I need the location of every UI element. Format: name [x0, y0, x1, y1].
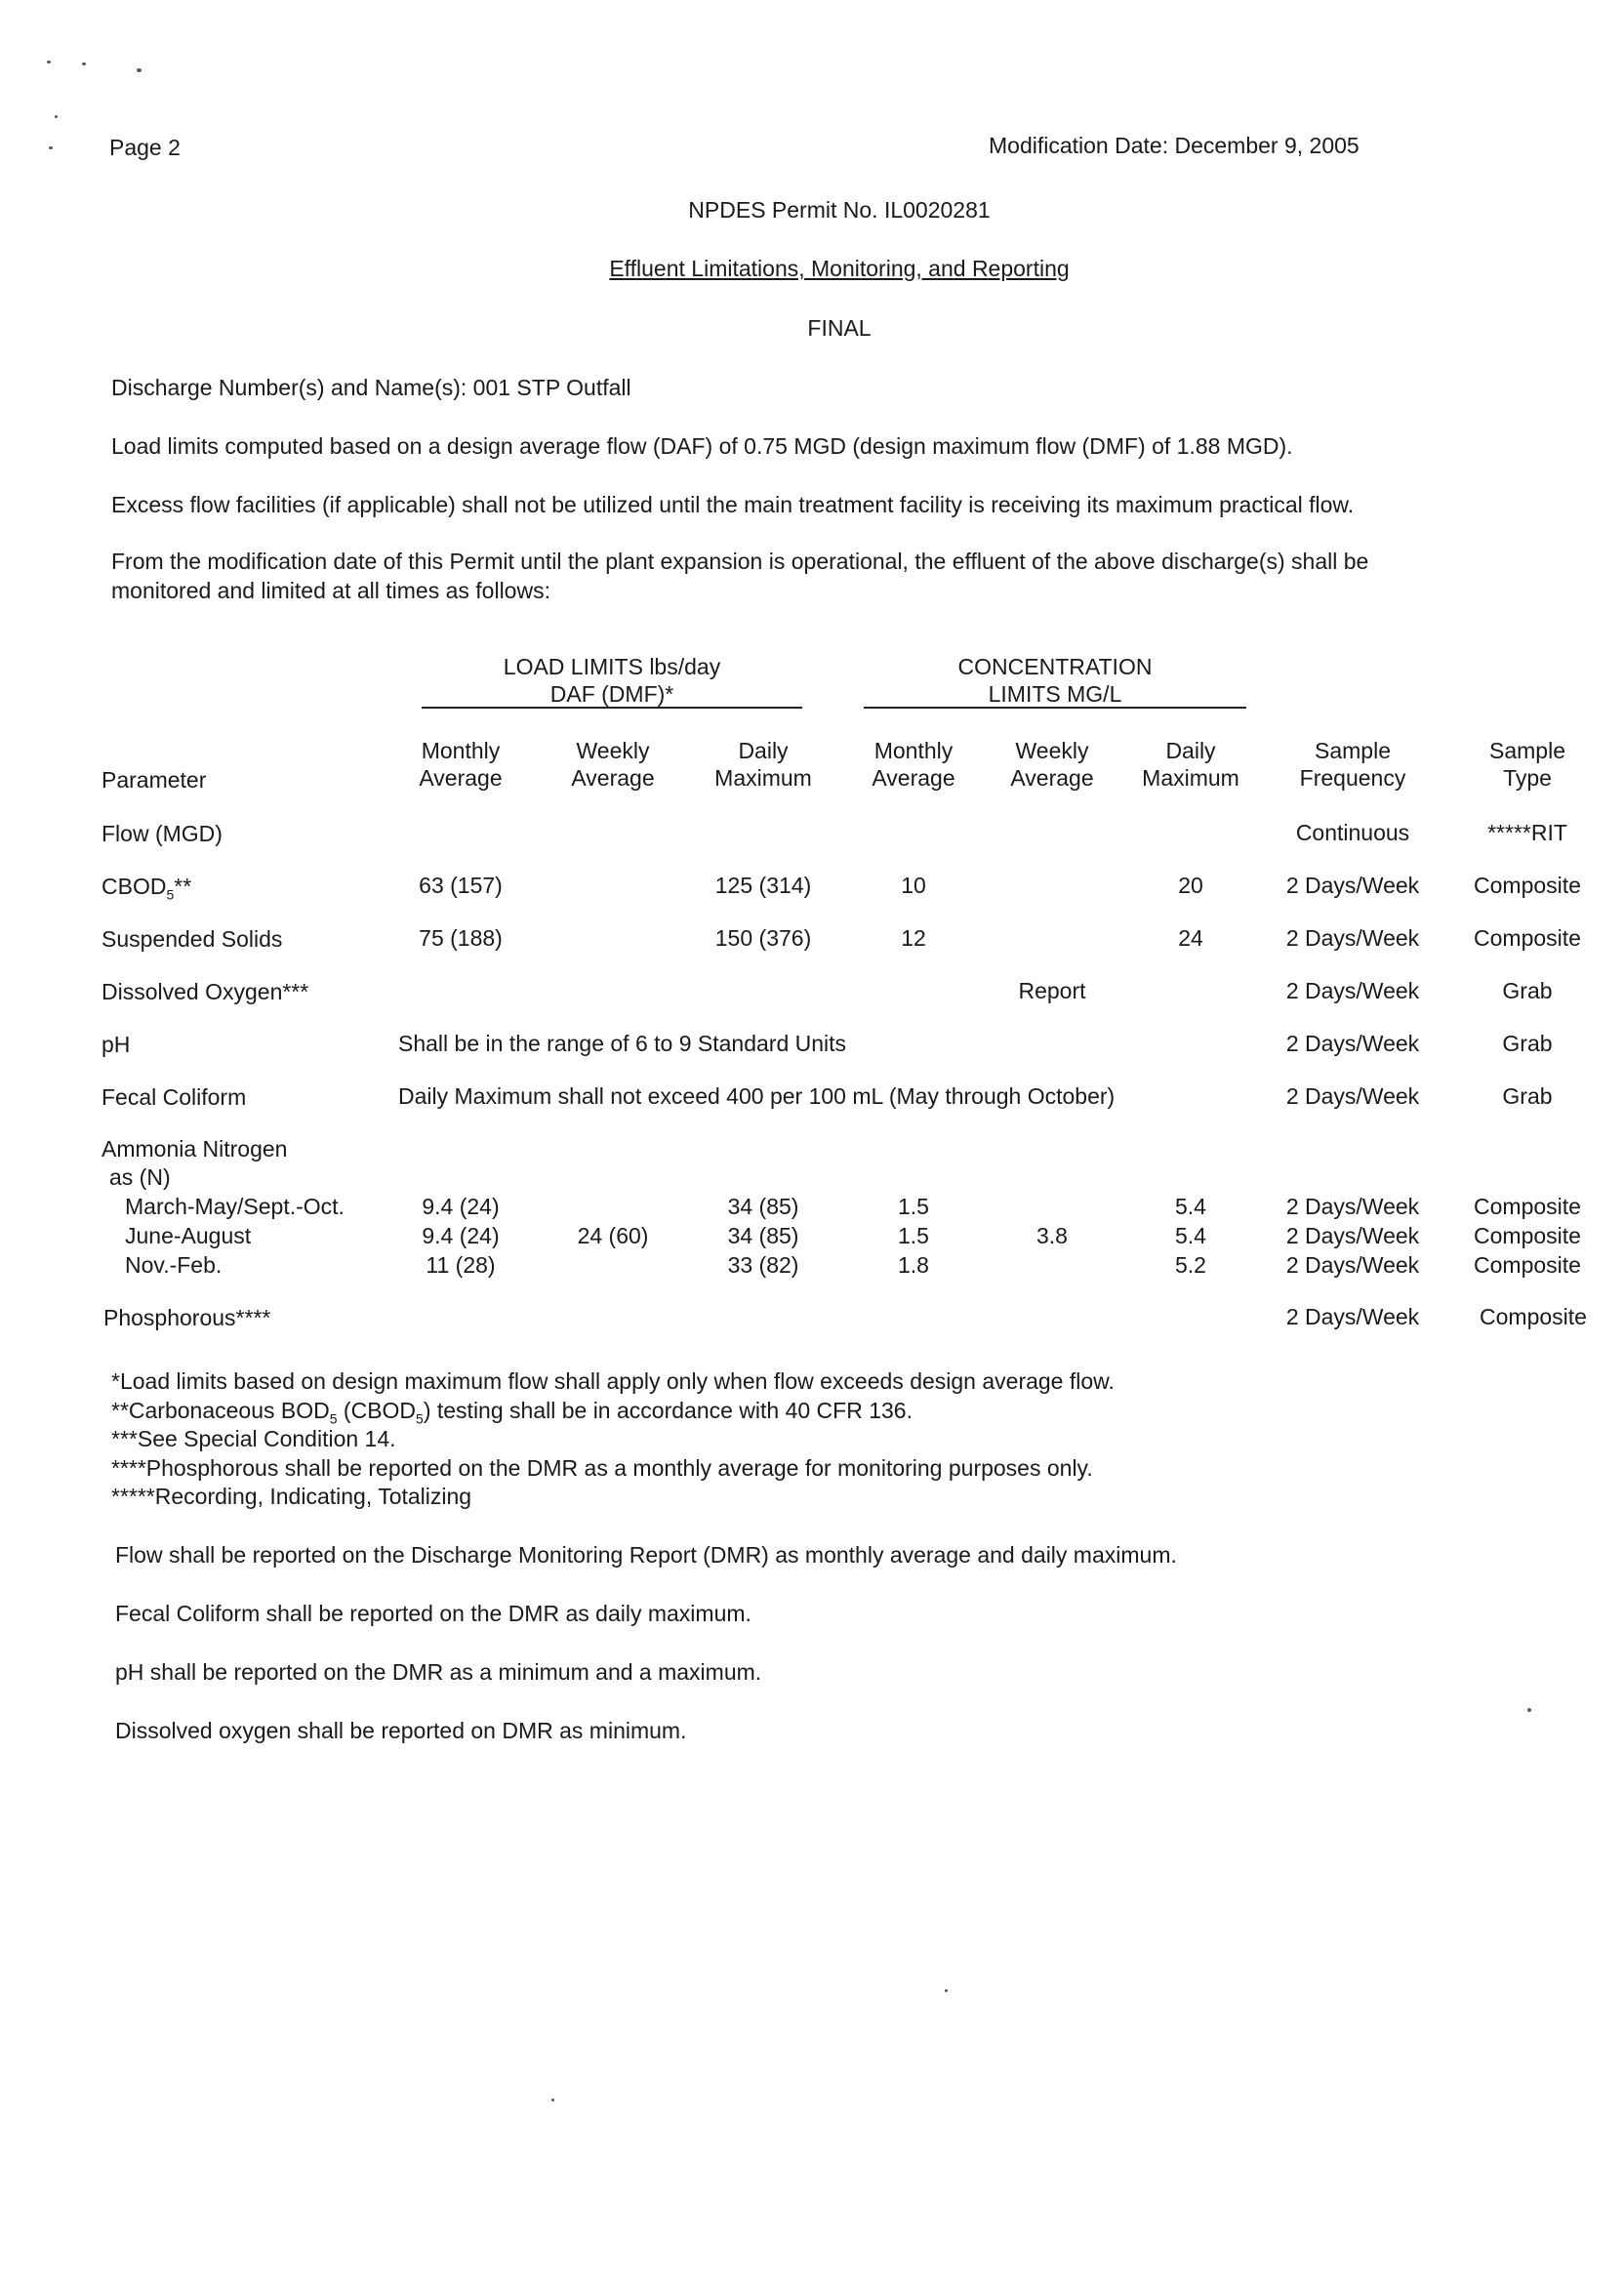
ammonia-load-daily: 34 (85): [727, 1223, 799, 1248]
param-fecal-coliform: Fecal Coliform: [102, 1084, 247, 1110]
phos-frequency: 2 Days/Week: [1285, 1304, 1420, 1329]
param-ammonia-nitrogen: Ammonia Nitrogen: [102, 1136, 288, 1161]
concentration-rule: [864, 707, 1246, 709]
col-header-conc-monthly: Monthly Average: [872, 738, 955, 791]
ss-load-monthly: 75 (188): [419, 925, 503, 951]
phos-type: Composite: [1480, 1304, 1587, 1329]
section-title: Effluent Limitations, Monitoring, and Reporting: [609, 256, 1070, 281]
ammonia-load-daily: 33 (82): [727, 1252, 799, 1278]
ammonia-type: Composite: [1474, 1223, 1581, 1248]
concentration-subheading: LIMITS MG/L: [988, 681, 1122, 707]
col-header-sample-frequency: Sample Frequency: [1299, 738, 1406, 791]
flow-frequency: Continuous: [1295, 820, 1410, 845]
col-header-sample-type: Sample Type: [1489, 738, 1565, 791]
cbod-conc-monthly: 10: [901, 873, 926, 898]
flow-type: *****RIT: [1487, 820, 1567, 845]
param-ph: pH: [102, 1032, 131, 1057]
ammonia-season: March-May/Sept.-Oct.: [125, 1194, 345, 1219]
ammonia-conc-weekly: 3.8: [1036, 1223, 1068, 1248]
ammonia-type: Composite: [1474, 1252, 1581, 1278]
col-header-parameter: Parameter: [102, 767, 207, 793]
ammonia-load-monthly: 9.4 (24): [422, 1223, 500, 1248]
footnote-4: ****Phosphorous shall be reported on the DMR as a monthly average for monitoring purposes only.: [111, 1455, 1093, 1481]
col-header-load-monthly: Monthly Average: [419, 738, 503, 791]
load-limits-rule: [422, 707, 802, 709]
footnote-1: *Load limits based on design maximum flow shall apply only when flow exceeds design average flow.: [111, 1368, 1115, 1394]
ammonia-frequency: 2 Days/Week: [1285, 1223, 1420, 1248]
ss-load-daily: 150 (376): [714, 925, 812, 951]
ammonia-conc-daily: 5.4: [1175, 1223, 1206, 1248]
excess-flow-paragraph: Excess flow facilities (if applicable) shall not be utilized until the main treatment facility is receiving its maximum practical flow.: [111, 492, 1355, 517]
note-ph-reporting: pH shall be reported on the DMR as a minimum and a maximum.: [115, 1659, 762, 1685]
ph-type: Grab: [1502, 1031, 1553, 1056]
concentration-heading: CONCENTRATION: [957, 654, 1153, 679]
ammonia-load-monthly: 9.4 (24): [422, 1194, 500, 1219]
ph-frequency: 2 Days/Week: [1285, 1031, 1420, 1056]
monitoring-paragraph-line1: From the modification date of this Permit until the plant expansion is operational, the effluent of the above discharge(s) shall be: [111, 549, 1369, 574]
param-phosphorous: Phosphorous****: [103, 1305, 271, 1330]
permit-number: NPDES Permit No. IL0020281: [688, 197, 991, 223]
do-frequency: 2 Days/Week: [1285, 978, 1420, 1003]
scan-speck: [945, 1989, 948, 1992]
note-fecal-reporting: Fecal Coliform shall be reported on the DMR as daily maximum.: [115, 1601, 751, 1626]
ammonia-conc-monthly: 1.8: [898, 1252, 929, 1278]
ammonia-load-daily: 34 (85): [727, 1194, 799, 1219]
col-header-load-daily: Daily Maximum: [714, 738, 812, 791]
monitoring-paragraph-line2: monitored and limited at all times as follows:: [111, 578, 550, 603]
ammonia-load-weekly: 24 (60): [577, 1223, 649, 1248]
col-header-conc-weekly: Weekly Average: [1010, 738, 1094, 791]
page-number: Page 2: [109, 135, 181, 160]
param-suspended-solids: Suspended Solids: [102, 926, 283, 952]
fecal-frequency: 2 Days/Week: [1285, 1083, 1420, 1109]
scan-speck: [82, 62, 86, 65]
ammonia-load-monthly: 11 (28): [426, 1252, 496, 1278]
discharge-line: Discharge Number(s) and Name(s): 001 STP Outfall: [111, 375, 631, 400]
col-header-conc-daily: Daily Maximum: [1142, 738, 1239, 791]
ph-range-note: Shall be in the range of 6 to 9 Standard Units: [398, 1031, 847, 1056]
param-dissolved-oxygen: Dissolved Oxygen***: [102, 979, 309, 1004]
ammonia-frequency: 2 Days/Week: [1285, 1252, 1420, 1278]
scan-speck: [55, 115, 58, 118]
ss-conc-monthly: 12: [901, 925, 926, 951]
ammonia-conc-daily: 5.4: [1175, 1194, 1206, 1219]
load-limits-subheading: DAF (DMF)*: [549, 681, 674, 707]
cbod-conc-daily: 20: [1178, 873, 1203, 898]
footnote-5: *****Recording, Indicating, Totalizing: [111, 1484, 472, 1509]
ammonia-type: Composite: [1474, 1194, 1581, 1219]
scan-speck: [551, 2099, 554, 2101]
param-cbod: $CBOD_5**$: [102, 874, 192, 903]
ammonia-season: Nov.-Feb.: [125, 1252, 223, 1278]
footnote-2: **Carbonaceous $BOD_5$ $(CBOD_5)$ testing shall be in accordance with 40 CFR 136.: [111, 1398, 913, 1427]
cbod-load-daily: 125 (314): [714, 873, 812, 898]
cbod-type: Composite: [1474, 873, 1581, 898]
param-flow: Flow (MGD): [102, 821, 223, 846]
modification-date: Modification Date: December 9, 2005: [989, 133, 1360, 158]
ammonia-conc-daily: 5.2: [1175, 1252, 1206, 1278]
note-flow-reporting: Flow shall be reported on the Discharge Monitoring Report (DMR) as monthly average and daily maximum.: [115, 1542, 1177, 1568]
ammonia-conc-monthly: 1.5: [898, 1223, 929, 1248]
document-status: FINAL: [807, 315, 872, 341]
ss-type: Composite: [1474, 925, 1581, 951]
scan-speck: [49, 146, 53, 149]
ss-conc-daily: 24: [1178, 925, 1203, 951]
param-ammonia-as-n: as (N): [109, 1164, 171, 1190]
scan-speck: [1527, 1708, 1531, 1712]
load-limits-paragraph: Load limits computed based on a design average flow (DAF) of 0.75 MGD (design maximum flow (DMF) of 1.88 MGD).: [111, 433, 1293, 459]
fecal-limit-note: Daily Maximum shall not exceed 400 per 100 mL (May through October): [398, 1083, 1116, 1109]
ammonia-season: June-August: [125, 1223, 252, 1248]
do-conc-weekly: Report: [1018, 978, 1086, 1003]
ammonia-frequency: 2 Days/Week: [1285, 1194, 1420, 1219]
load-limits-heading: LOAD LIMITS lbs/day: [503, 654, 721, 679]
fecal-type: Grab: [1502, 1083, 1553, 1109]
do-type: Grab: [1502, 978, 1553, 1003]
cbod-frequency: 2 Days/Week: [1285, 873, 1420, 898]
cbod-load-monthly: 63 (157): [419, 873, 503, 898]
scan-speck: [137, 68, 142, 72]
ss-frequency: 2 Days/Week: [1285, 925, 1420, 951]
ammonia-conc-monthly: 1.5: [898, 1194, 929, 1219]
col-header-load-weekly: Weekly Average: [571, 738, 655, 791]
scan-speck: [47, 61, 51, 63]
note-do-reporting: Dissolved oxygen shall be reported on DMR as minimum.: [115, 1718, 687, 1743]
footnote-3: ***See Special Condition 14.: [111, 1426, 396, 1451]
